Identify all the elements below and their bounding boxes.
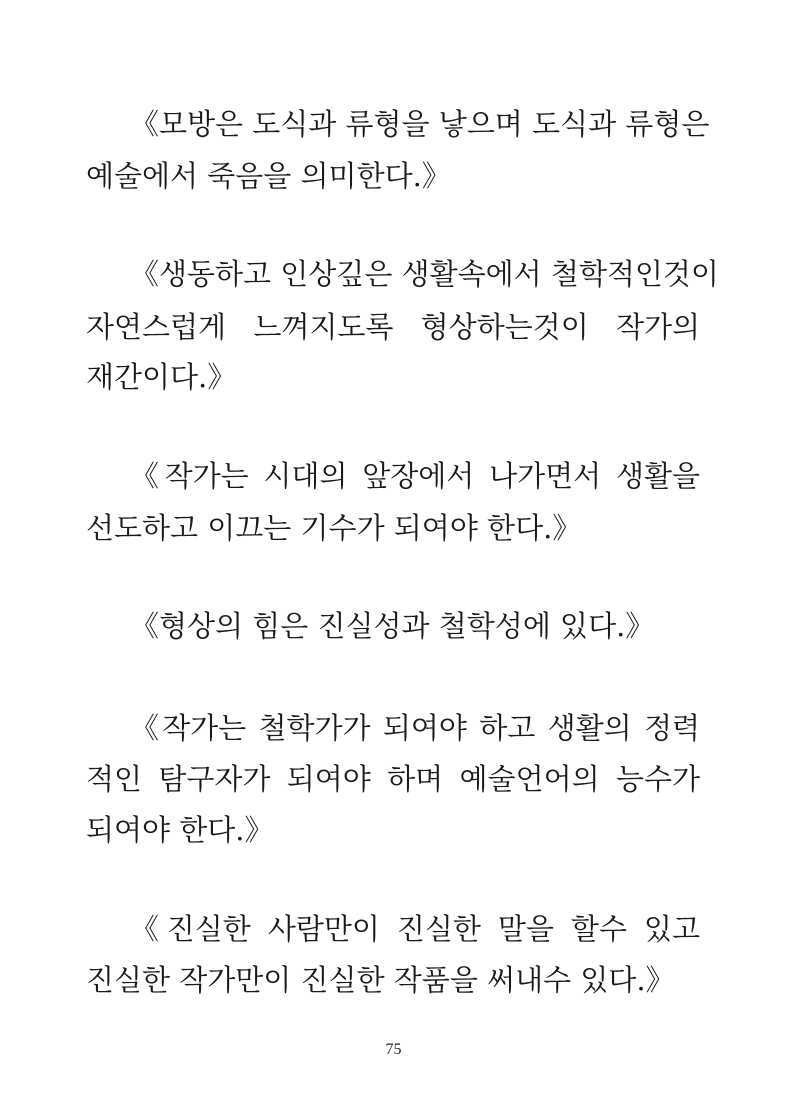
quote-3-line-1: 《작가는 시대의 앞장에서 나가면서 생활을 [130, 459, 700, 493]
quote-2-line-2: 자연스럽게 느껴지도록 형상하는것이 작가의 [86, 310, 700, 344]
quote-3-line-2: 선도하고 이끄는 기수가 되여야 한다.》 [86, 511, 582, 545]
quote-1-line-2: 예술에서 죽음을 의미한다.》 [86, 159, 451, 193]
quote-2-line-3: 재간이다.》 [86, 360, 237, 394]
page-number: 75 [385, 1041, 402, 1058]
quote-4-line-1: 《형상의 힘은 진실성과 철학성에 있다.》 [130, 609, 655, 643]
quote-1-line-1: 《모방은 도식과 류형을 낳으며 도식과 류형은 [130, 107, 710, 141]
quote-6-line-1: 《진실한 사람만이 진실한 말을 할수 있고 [130, 912, 700, 946]
quote-6-line-2: 진실한 작가만이 진실한 작품을 써내수 있다.》 [86, 963, 675, 997]
quote-5-line-1: 《작가는 철학가가 되여야 하고 생활의 정력 [130, 711, 700, 745]
quote-5-line-3: 되여야 한다.》 [86, 813, 274, 847]
quote-2-line-1: 《생동하고 인상깊은 생활속에서 철학적인것이 [130, 257, 719, 291]
quote-5-line-2: 적인 탐구자가 되여야 하며 예술언어의 능수가 [86, 762, 700, 796]
